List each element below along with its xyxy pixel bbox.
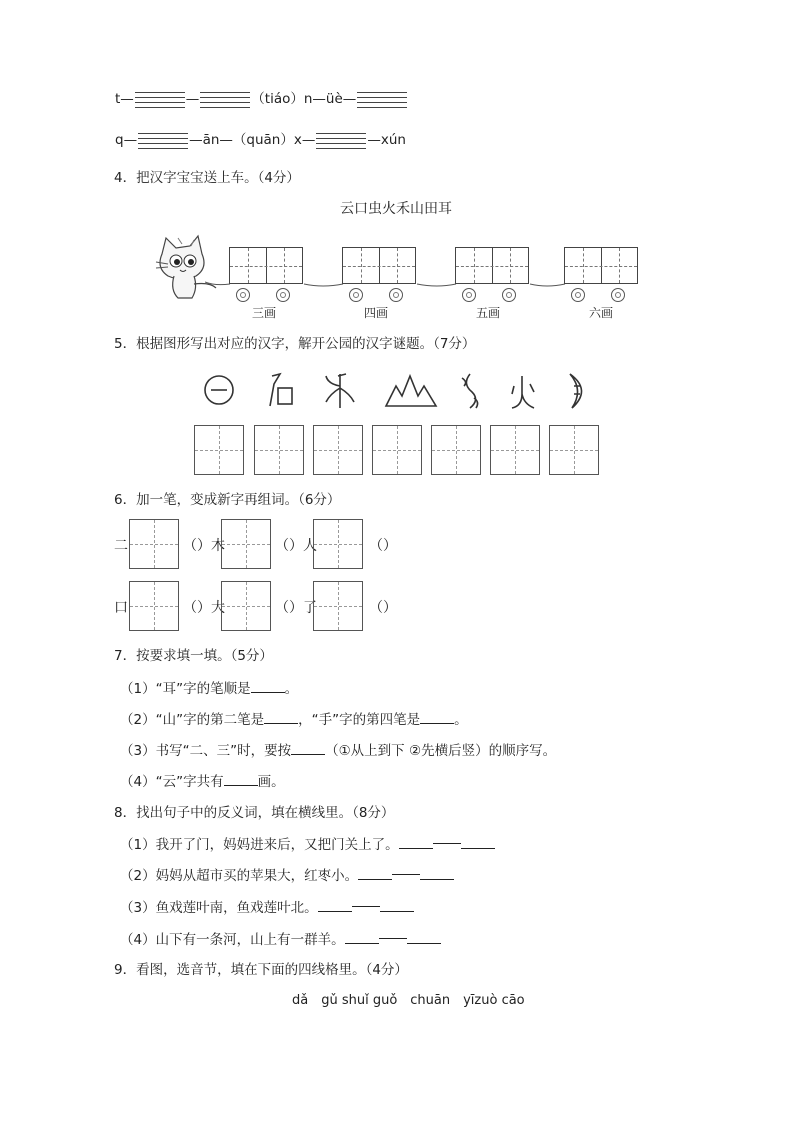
dash-divider <box>433 843 461 844</box>
q8-item-3 <box>120 896 414 916</box>
wheel-icon <box>611 288 625 302</box>
base-char: 二 <box>114 538 128 554</box>
question-7-title: 7．按要求填一填。（5分） <box>114 648 273 664</box>
answer-blank[interactable] <box>318 899 352 912</box>
wheel-icon <box>462 288 476 302</box>
train-car-3[interactable] <box>455 247 529 284</box>
char-grid-box[interactable] <box>372 425 422 475</box>
sun-pictograph-icon <box>205 376 233 404</box>
wheel-icon <box>349 288 363 302</box>
word-blank-text: （）木 <box>183 538 225 554</box>
item-text: 。 <box>454 712 468 728</box>
word-blank-text: （）人 <box>275 538 317 554</box>
pictograph-row <box>200 372 610 412</box>
question-9-title: 9．看图，选音节，填在下面的四线格里。（4分） <box>114 962 408 978</box>
item-text: ，“手”字的第四笔是 <box>298 712 421 728</box>
answer-blank[interactable] <box>407 931 441 944</box>
pinyin-text: q— <box>115 132 138 148</box>
four-line-blank[interactable] <box>316 131 366 150</box>
item-text: （4）山下有一条河，山上有一群羊。 <box>120 932 345 948</box>
item-text: （4）“云”字共有 <box>120 774 224 790</box>
item-text: （1）我开了门，妈妈进来后，又把门关上了。 <box>120 837 399 853</box>
four-line-blank[interactable] <box>357 90 407 109</box>
answer-blank[interactable] <box>420 867 454 880</box>
question-4-title: 4．把汉字宝宝送上车。（4分） <box>114 170 300 186</box>
char-grid-box[interactable] <box>313 581 363 631</box>
answer-blank[interactable] <box>264 711 298 724</box>
q8-item-4 <box>120 928 441 948</box>
word-blank-text: （）了 <box>275 600 317 616</box>
answer-blank[interactable] <box>345 931 379 944</box>
char-grid-box[interactable] <box>490 425 540 475</box>
q7-item-2 <box>120 708 468 728</box>
q8-item-1 <box>120 833 495 853</box>
pinyin-text: —ān—（quān）x— <box>189 132 316 148</box>
q7-item-4 <box>120 770 285 790</box>
char-grid-box[interactable] <box>194 425 244 475</box>
pinyin-text: t— <box>115 91 134 107</box>
word-blank-text: （） <box>369 538 397 554</box>
moon-pictograph-icon <box>570 374 582 408</box>
item-text: （2）妈妈从超市买的苹果大，红枣小。 <box>120 868 359 884</box>
char-grid-box[interactable] <box>549 425 599 475</box>
item-text: （1）“耳”字的笔顺是 <box>120 681 251 697</box>
char-grid-box[interactable] <box>221 581 271 631</box>
pinyin-text: —xún <box>367 132 406 148</box>
word-blank-text: （） <box>369 600 397 616</box>
grain-pictograph-icon <box>326 374 354 408</box>
train-car-1[interactable] <box>229 247 303 284</box>
question-5-title: 5．根据图形写出对应的汉字，解开公园的汉字谜题。（7分） <box>114 336 476 352</box>
answer-blank[interactable] <box>399 836 433 849</box>
item-text: （2）“山”字的第二笔是 <box>120 712 265 728</box>
question-6-title: 6．加一笔，变成新字再组词。（6分） <box>114 492 341 508</box>
answer-blank[interactable] <box>380 899 414 912</box>
car-label: 五画 <box>476 306 501 320</box>
four-line-blank[interactable] <box>138 131 188 150</box>
car-label: 三画 <box>252 306 277 320</box>
wheel-icon <box>502 288 516 302</box>
q4-characters: 云口虫火禾山田耳 <box>340 201 452 217</box>
car-label: 四画 <box>364 306 389 320</box>
q9-syllable-choices: dǎ gǔ shuǐ guǒ chuān yīzuò cāo <box>292 993 525 1008</box>
train-car-4[interactable] <box>564 247 638 284</box>
pinyin-text: — <box>185 91 200 107</box>
answer-blank[interactable] <box>420 711 454 724</box>
fire-pictograph-icon <box>512 376 534 408</box>
char-grid-box[interactable] <box>313 519 363 569</box>
four-line-blank[interactable] <box>135 90 185 109</box>
answer-blank[interactable] <box>358 867 392 880</box>
item-text: 画。 <box>257 774 285 790</box>
char-grid-box[interactable] <box>313 425 363 475</box>
base-char: 口 <box>114 600 128 616</box>
answer-blank[interactable] <box>291 742 325 755</box>
item-text: 。 <box>284 681 299 697</box>
char-grid-box[interactable] <box>431 425 481 475</box>
char-grid-box[interactable] <box>221 519 271 569</box>
answer-blank[interactable] <box>251 680 285 693</box>
train-car-2[interactable] <box>342 247 416 284</box>
answer-blank[interactable] <box>224 773 258 786</box>
wheel-icon <box>276 288 290 302</box>
pinyin-row-2 <box>115 128 406 150</box>
q7-item-1 <box>120 677 298 697</box>
dash-divider <box>392 874 420 875</box>
answer-blank[interactable] <box>461 836 495 849</box>
q7-item-3 <box>120 739 556 759</box>
pinyin-row-1 <box>115 87 408 109</box>
wheel-icon <box>571 288 585 302</box>
word-blank-text: （）大 <box>183 600 225 616</box>
pinyin-text: （tiáo）n—üè— <box>251 91 357 107</box>
mountain-pictograph-icon <box>386 376 436 406</box>
dash-divider <box>379 938 407 939</box>
question-8-title: 8．找出句子中的反义词，填在横线里。（8分） <box>114 805 395 821</box>
char-grid-box[interactable] <box>254 425 304 475</box>
wheel-icon <box>389 288 403 302</box>
item-text: （3）书写“二、三”时，要按 <box>120 743 292 759</box>
four-line-blank[interactable] <box>200 90 250 109</box>
q8-item-2 <box>120 864 454 884</box>
stone-pictograph-icon <box>270 374 292 406</box>
water-pictograph-icon <box>462 374 478 408</box>
item-text: （①从上到下 ②先横后竖）的顺序写。 <box>325 743 557 759</box>
wheel-icon <box>236 288 250 302</box>
item-text: （3）鱼戏莲叶南，鱼戏莲叶北。 <box>120 900 318 916</box>
char-grid-box[interactable] <box>129 519 179 569</box>
cat-icon <box>150 232 220 304</box>
dash-divider <box>352 906 380 907</box>
char-grid-box[interactable] <box>129 581 179 631</box>
car-label: 六画 <box>589 306 614 320</box>
